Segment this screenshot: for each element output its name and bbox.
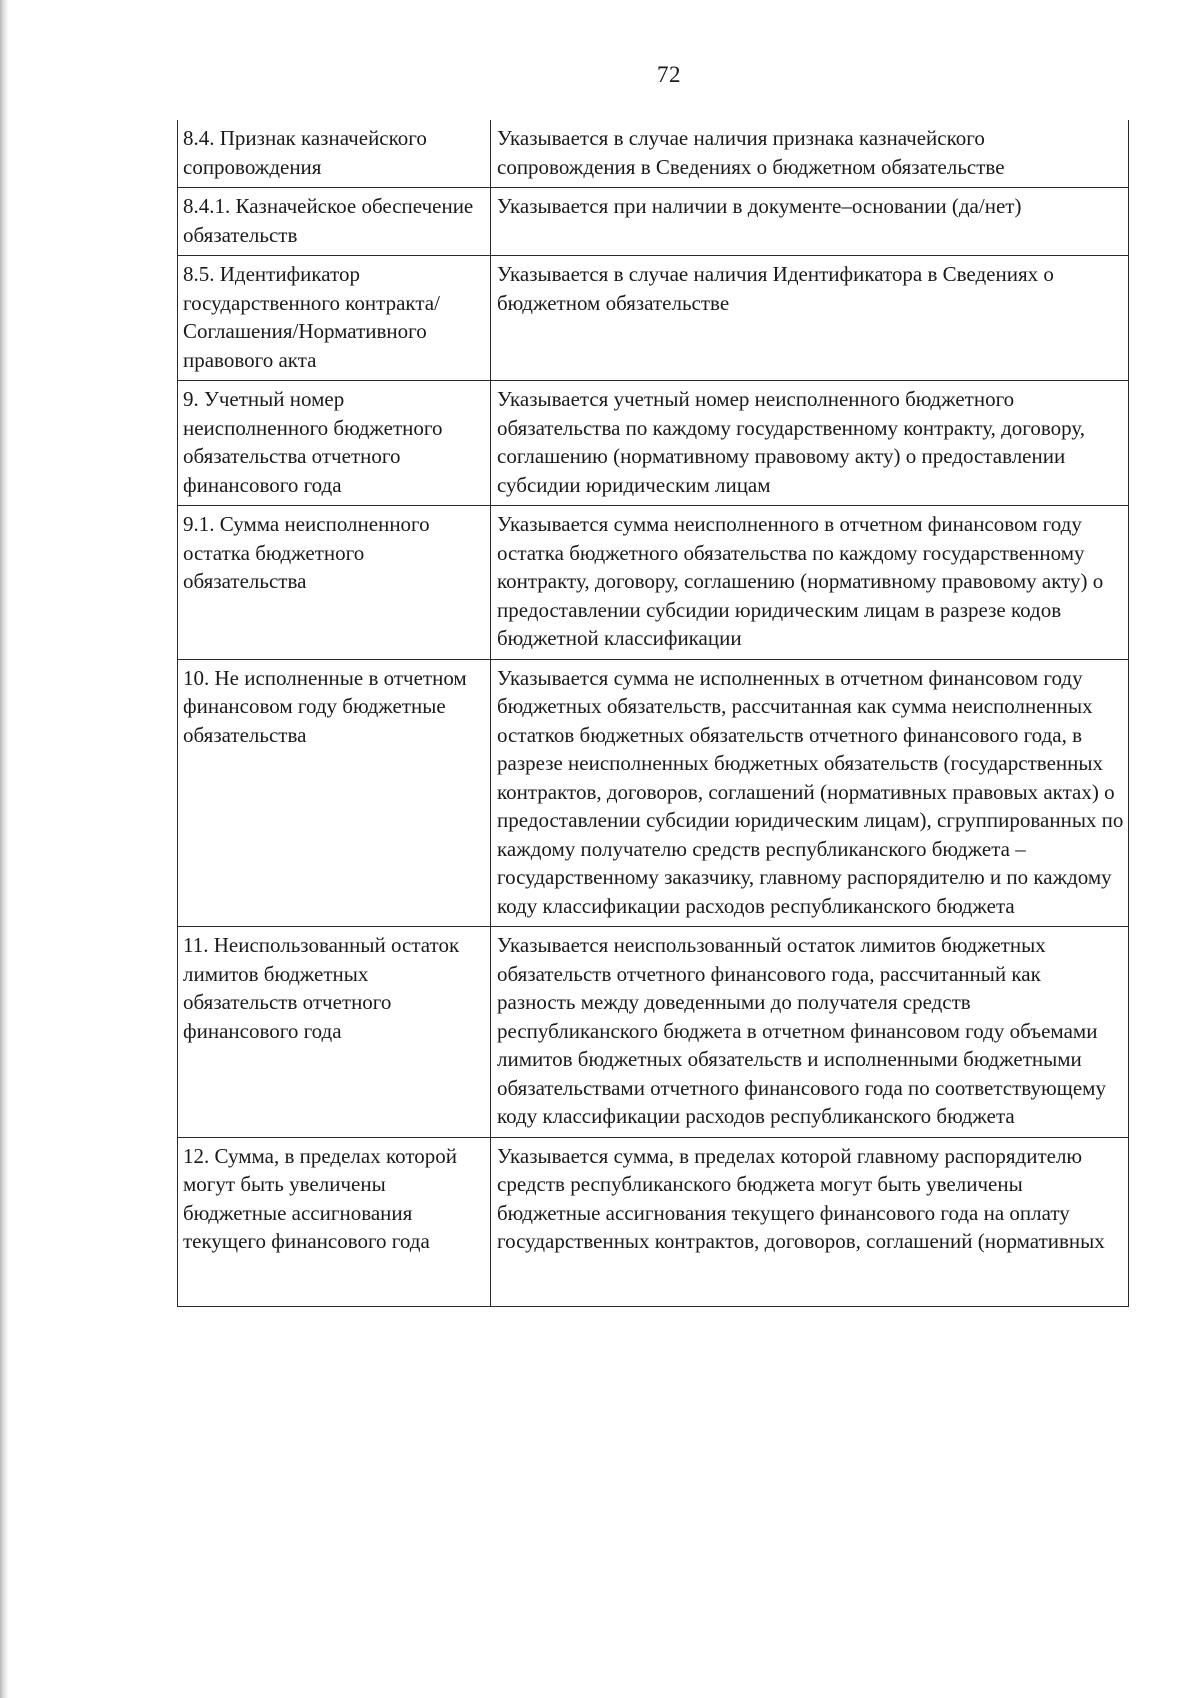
table-row [178, 506, 1129, 660]
table-row [178, 1137, 1129, 1306]
field-description-cell: Указывается сумма не исполненных в отчетном финансовом году бюджетных обязательств, рассчитанная как сумма неисполненных остатков бюджетных обязательств отчетного финансового года, в разрезе неисполненных бюджетных обязательств (государственных контрактов, договоров, соглашений (нормативных правовых актах) о предоставлении субсидии юридическим лицам), сгруппированных по каждому получателю средств республиканского бюджета – государственному заказчику, главному распорядителю и по каждому коду классификации расходов республиканского бюджета [491, 659, 1129, 927]
field-name-cell: 12. Сумма, в пределах которой могут быть увеличены бюджетные ассигнования текущего финансового года [178, 1137, 491, 1306]
field-name-cell: 10. Не исполненные в отчетном финансовом году бюджетные обязательства [178, 659, 491, 927]
field-name-cell: 9. Учетный номер неисполненного бюджетного обязательства отчетного финансового года [178, 381, 491, 506]
scan-edge [0, 0, 9, 1698]
field-description-cell: Указывается при наличии в документе–основании (да/нет) [491, 188, 1129, 256]
table-row [178, 381, 1129, 506]
page-number: 72 [657, 62, 681, 87]
field-description-cell: Указывается в случае наличия Идентификатора в Сведениях о бюджетном обязательстве [491, 256, 1129, 381]
field-name-cell: 8.4. Признак казначейского сопровождения [178, 120, 491, 188]
field-name-cell: 8.4.1. Казначейское обеспечение обязательств [178, 188, 491, 256]
field-description-cell: Указывается неиспользованный остаток лимитов бюджетных обязательств отчетного финансового года, рассчитанный как разность между доведенными до получателя средств республиканского бюджета в отчетном финансовом году объемами лимитов бюджетных обязательств и исполненными бюджетными обязательствами отчетного финансового года по соответствующему коду классификации расходов республиканского бюджета [491, 927, 1129, 1138]
field-description-table [177, 120, 1129, 1307]
field-description-cell: Указывается сумма неисполненного в отчетном финансовом году остатка бюджетного обязательства по каждому государственному контракту, договору, соглашению (нормативному правовому акту) о предоставлении субсидии юридическим лицам в разрезе кодов бюджетной классификации [491, 506, 1129, 660]
field-name-cell: 9.1. Сумма неисполненного остатка бюджетного обязательства [178, 506, 491, 660]
table-row [178, 256, 1129, 381]
table-row [178, 927, 1129, 1138]
table-row [178, 188, 1129, 256]
field-description-cell: Указывается учетный номер неисполненного бюджетного обязательства по каждому государственному контракту, договору, соглашению (нормативному правовому акту) о предоставлении субсидии юридическим лицам [491, 381, 1129, 506]
field-description-cell: Указывается сумма, в пределах которой главному распорядителю средств республиканского бюджета могут быть увеличены бюджетные ассигнования текущего финансового года на оплату государственных контрактов, договоров, соглашений (нормативных [491, 1137, 1129, 1306]
field-name-cell: 11. Неиспользованный остаток лимитов бюджетных обязательств отчетного финансового года [178, 927, 491, 1138]
table-row [178, 659, 1129, 927]
field-name-cell: 8.5. Идентификатор государственного контракта/Соглашения/Нормативного правового акта [178, 256, 491, 381]
table-row [178, 120, 1129, 188]
field-description-cell: Указывается в случае наличия признака казначейского сопровождения в Сведениях о бюджетном обязательстве [491, 120, 1129, 188]
